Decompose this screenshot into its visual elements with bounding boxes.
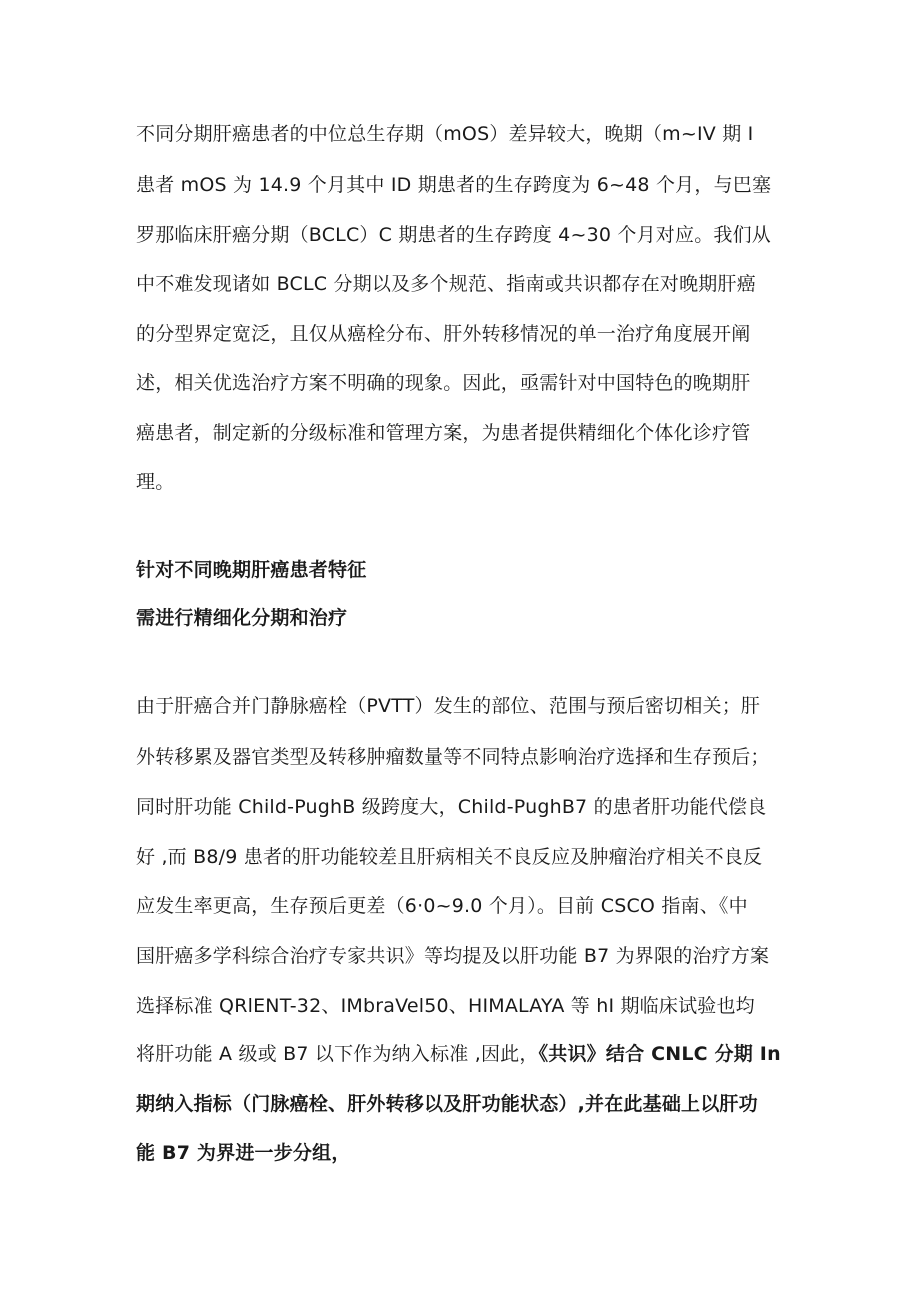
paragraph2-line-1: 由于肝癌合并门静脉癌栓（PVTT）发生的部位、范围与预后密切相关；肝 [136, 695, 761, 717]
paragraph1-line-7: 癌患者，制定新的分级标准和管理方案，为患者提供精细化个体化诊疗管 [136, 422, 751, 444]
paragraph2-line-5: 应发生率更高，生存预后更差（6·0~9.0 个月）。目前 CSCO 指南、《中 [136, 895, 748, 917]
paragraph2-line-4: 好 ,而 B8/9 患者的肝功能较差且肝病相关不良反应及肿瘤治疗相关不良反 [136, 846, 763, 868]
paragraph1-line-1: 不同分期肝癌患者的中位总生存期（mOS）差异较大，晚期（m~IV 期 I [136, 123, 754, 145]
paragraph2-line-8-normal: 将肝功能 A 级或 B7 以下作为纳入标准 ,因此， [136, 1043, 539, 1065]
paragraph2-line-8-bold: 《共识》结合 CNLC 分期 In [538, 1043, 781, 1065]
section-heading-line-2: 需进行精细化分期和治疗 [136, 607, 348, 629]
paragraph1-line-3: 罗那临床肝癌分期（BCLC）C 期患者的生存跨度 4~30 个月对应。我们从 [136, 224, 771, 246]
paragraph2-line-8 [136, 1042, 781, 1066]
paragraph2-bold-line-1: 期纳入指标（门脉癌栓、肝外转移以及肝功能状态）,并在此基础上以肝功 [136, 1093, 758, 1115]
paragraph2-line-7: 选择标准 QRlENT-32、IMbraVel50、HIMALAYA 等 hI 期临床试验也均 [136, 995, 755, 1017]
paragraph1-line-2: 患者 mOS 为 14.9 个月其中 ID 期患者的生存跨度为 6~48 个月，与巴塞 [136, 174, 772, 196]
section-heading-line-1: 针对不同晚期肝癌患者特征 [136, 559, 367, 581]
paragraph2-bold-line-2: 能 B7 为界进一步分组， [136, 1142, 351, 1164]
paragraph1-line-5: 的分型界定宽泛，且仅从癌栓分布、肝外转移情况的单一治疗角度展开阐 [136, 323, 751, 345]
paragraph2-line-6: 国肝癌多学科综合治疗专家共识》等均提及以肝功能 B7 为界限的治疗方案 [136, 945, 770, 967]
paragraph1-line-8: 理。 [136, 471, 175, 493]
paragraph1-line-6: 述，相关优选治疗方案不明确的现象。因此，亟需针对中国特色的晚期肝 [136, 372, 751, 394]
paragraph1-line-4: 中不难发现诸如 BCLC 分期以及多个规范、指南或共识都存在对晚期肝癌 [136, 273, 756, 295]
paragraph2-line-3: 同时肝功能 Child-PughB 级跨度大，Child-PughB7 的患者肝功能代偿良 [136, 796, 767, 818]
paragraph2-line-2: 外转移累及器官类型及转移肿瘤数量等不同特点影响治疗选择和生存预后； [136, 746, 770, 768]
